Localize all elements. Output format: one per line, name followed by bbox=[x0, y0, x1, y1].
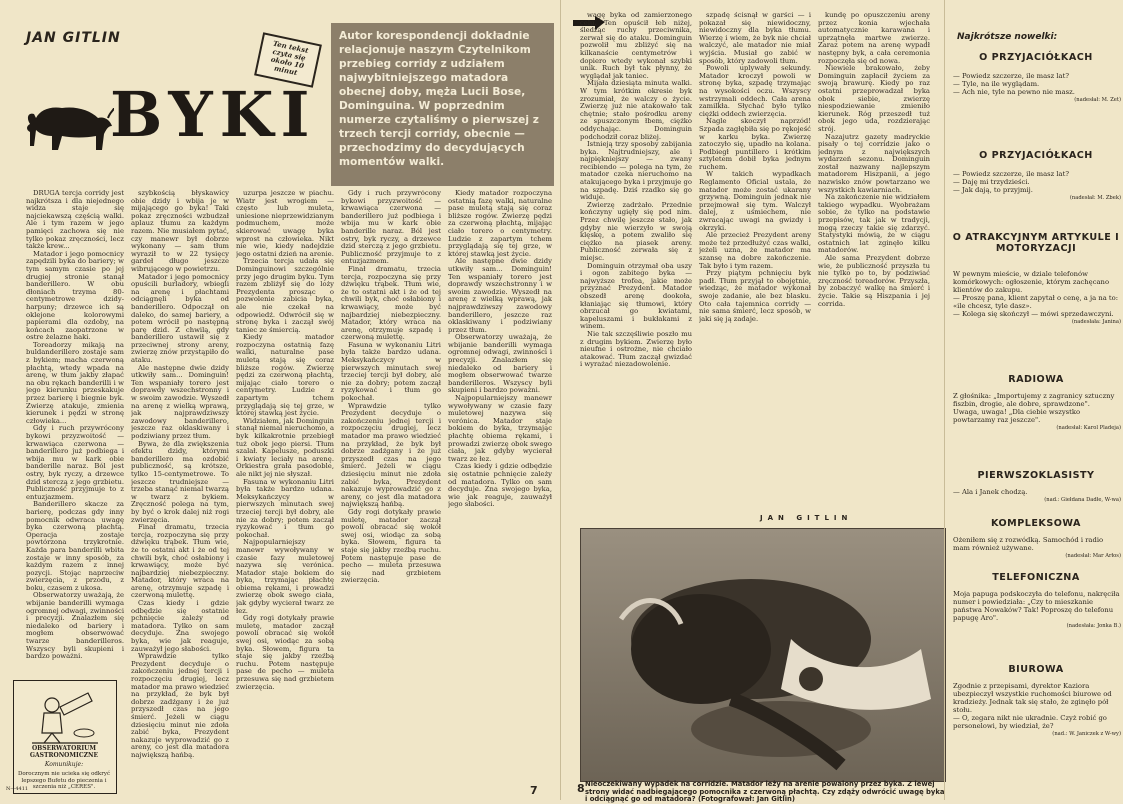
paragraph: szybkością błyskawicy obie dzidy i wbija je w mijającego go byka! Taki pokaz zręczności wzbudzał aplauz tłumu za każdym razem. Nie musiałem pytać, czy manewr był dobrze wykonany — sam tłum wyraził to w 22 tysięcy gardeł długo jeszcze wibrującego w powietrzu. bbox=[131, 190, 229, 273]
section-title: PIERWSZOKLASISTY bbox=[977, 470, 1095, 481]
source-credit: (nadesłał: Karol Pladeja) bbox=[1056, 425, 1121, 431]
section-title: O ATRAKCYJNYM ARTYKULE I MOTORYZACJI bbox=[952, 232, 1120, 254]
left-col-1 bbox=[26, 190, 124, 680]
section-title: TELEFONICZNA bbox=[992, 572, 1080, 583]
telescope-observer-icon bbox=[22, 685, 108, 745]
paragraph: Nazajutrz gazety madryckie pisały o tej corridzie jako o jednym z największych wydarzeń sezonu. Dominguin został nazwany najlepszym matadorem Hiszpanii, a jego nazwisko znów powtarzano we wszystkich kawiarniach. bbox=[818, 132, 930, 194]
paragraph: Widziałem, jak Dominguin stanął niemal nieruchomo, a byk kilkakrotnie przebiegł tuż obok jego piersi. Tłum szalał. Kapelusze, poduszki i kwiaty leciały na arenę. Orkiestra grała pasodoble, ale nikt jej nie słyszał. bbox=[236, 416, 334, 478]
paragraph: Gdy i ruch przywrócony bykowi przyzwoitość — krwawiąca czerwona — banderillero już podbiega i wbija mu w kark obie banderille naraz. Ból jest ostry, byk ryczy, a drzewce dzid sterczą z jego grzbietu. Publiczność przyjmuje to z entuzjazmem. bbox=[341, 190, 441, 266]
gastronomic-ad bbox=[13, 680, 117, 794]
ad-subtitle: Komunikuje: bbox=[44, 761, 84, 768]
paragraph: Matador i jego pomocnicy opuścili burladory, wbiegli na arenę i płachtami odciągnęli byka od banderillero. Odpoczął on daleko, do samej bariery, a potem wrócił po następną parę dzid. Z chwilą, gdy banderillero ustawił się z przeciwnej strony areny, zwierzę znów przystąpiło do ataku. bbox=[131, 272, 229, 365]
dialog-line: — Ach nie, tyle na pewno nie masz. bbox=[953, 88, 1075, 96]
paragraph: Najpopularniejszy manewr wywoływany w czasie fazy muletowej nazywa się verónica. Matador staje bokiem do byka, trzymając płachtę obiema rękami, i prowadzi zwierzę obok swego ciała, jak gdyby wycierał twarz ze łez. bbox=[236, 538, 334, 615]
section-title: KOMPLEKSOWA bbox=[991, 518, 1081, 529]
paragraph: Dominguin otrzymał oba uszy i ogon zabitego byka — najwyższe trofea, jakie może przyznać Prezydent. Matador obszedł arenę dookoła, kłaniając się tłumowi, który obrzucał go kwiatami, kapeluszami i bukłakami z winem. bbox=[580, 261, 692, 331]
paragraph: Fasuna w wykonaniu Litri była także bardzo udana. Meksykańczycy w pierwszych minutach swej trzeciej tercji był dobry, ale nie za dobry; potem zaczął ryzykować i tłum go pokochał. bbox=[236, 477, 334, 539]
paragraph: Istnieją trzy sposoby zabijania byka. Najtrudniejszy, ale i najpiękniejszy — zwany recibiendo — polega na tym, że matador czeka nieruchomo na atakującego byka i przyjmuje go na szpadę. Dziś rzadko się go widuje. bbox=[580, 140, 692, 202]
section-title: RADIOWA bbox=[1008, 374, 1064, 385]
author-signature: JAN GITLIN bbox=[760, 514, 853, 522]
page-number-left: 7 bbox=[530, 784, 538, 797]
section-title: O PRZYJACIÓŁKACH bbox=[979, 52, 1093, 63]
paragraph: Fasuna w wykonaniu Litri była także bardzo udana. Meksykańczycy w pierwszych minutach swej trzeciej tercji był dobry, ale nie za dobry; potem zaczął ryzykować i tłum go pokochał. bbox=[341, 340, 441, 403]
right-col-3 bbox=[818, 12, 930, 512]
paragraph: Wprawdzie tylko Prezydent decyduje o zakończeniu jednej tercji i rozpoczęciu drugiej, lecz matador ma prawo wiedzieć na przykład, że byk był dobrze zadźgany i że już przyszedł czas na jego śmierć. Jeżeli w ciągu dziesięciu minut nie zdoła zabić byka, Prezydent nakazuje wyprowadzić go z areny, co jest dla matadora największą hańbą. bbox=[131, 652, 229, 759]
dialog-line: — Powiedz szczerze, ile masz lat? bbox=[953, 72, 1069, 80]
source-credit: (nad.: Giełdana Dadłe, W-wa) bbox=[1044, 497, 1121, 503]
source-credit: (nad.: W. Janiczek z W-wy) bbox=[1052, 731, 1121, 737]
section-body bbox=[953, 488, 1121, 504]
source-credit: (nadesłał: Mar Arłos) bbox=[1065, 553, 1121, 559]
dialog-line: — Powiedz szczerze, ile masz lat? bbox=[953, 170, 1069, 178]
dialog-line: Ożeniłem się z rozwódką. Samochód i radio mam również używane. bbox=[953, 536, 1104, 552]
paragraph: Przy piątym pchnięciu byk padł. Tłum przyjął to obojętnie, wiedząc, że matador wykonał swoje zadanie, ale bez blasku. Oto cała tajemnica corridy — nie sama śmierć, lecz sposób, w jaki się ją zadaje. bbox=[699, 269, 811, 323]
paragraph: Finał dramatu, trzecia tercja, rozpoczyna się przy dźwięku trąbek. Tłum wie, że to ostatni akt i że od tej chwili byk, choć osłabiony i krwawiący, może być najbardziej niebezpieczny. Matador, który wraca na arenę, otrzymuje szpadę i czerwoną mulettę. bbox=[341, 264, 441, 342]
paragraph: Toreadorzy mikają na buldanderillero zostaje sam z bykiem; macha czerwoną płachtą, wtedy wpada na arenę, w tłum jakby złapać na obu rękach banderilli i w jego kierunku przeskakuje przez barierę i biegnie byk. Zwierzę atakuje, zmienia kierunek i pędzi w stronę człowieka... bbox=[26, 340, 124, 425]
dialog-line: — Daję mi trzydzieści. bbox=[953, 178, 1030, 186]
dialog-line: Z głośnika: „Importujemy z zagranicy sztuczny fiszbin, drogie, ale dobre, sprawdzone". bbox=[953, 392, 1115, 408]
section-body bbox=[953, 392, 1121, 432]
paragraph: Nie tak szczęśliwie poszło mu z drugim bykiem. Zwierzę było nieufne i ostrożne, nie chciało atakować. Tłum zaczął gwizdać i wyrażać niezadowolenie. bbox=[580, 329, 692, 369]
dialog-line: — Kolega się skończył — mówi sprzedawczyni. bbox=[953, 310, 1114, 318]
paragraph: Obserwatorzy uważają, że wbijanie banderilli wymaga ogromnej odwagi, zwinności i precyzji. Znalazłem się niedaleko od bariery i mogłem obserwować twarze banderilleros. Wszyscy byli skupieni i bardzo poważni. bbox=[448, 333, 552, 395]
left-col-4 bbox=[341, 190, 441, 790]
paragraph: Finał dramatu, trzecia tercja, rozpoczyna się przy dźwięku trąbek. Tłum wie, że to ostatni akt i że od tej chwili byk, choć osłabiony i krwawiący, może być najbardziej niebezpieczny. Matador, który wraca na arenę, otrzymuje szpadę i czerwoną mulettę. bbox=[131, 523, 229, 600]
bullfight-photo-image bbox=[581, 529, 945, 781]
paragraph: Mijała dziesiąta minuta walki. W tym krótkim okresie byk zrozumiał, że walczy o życie. Zwierzę już nie atakowało tak chętnie; stało pośrodku areny ze spuszczonym łbem, ciężko oddychając. Dominguin podchodził coraz bliżej. bbox=[580, 79, 692, 141]
dialog-line: W pewnym mieście, w dziale telefonów komórkowych: ogłoszenie, którym zachęcano klientów do zakupu. bbox=[953, 270, 1110, 294]
print-code: N—4411 bbox=[6, 786, 29, 792]
section-body bbox=[953, 590, 1121, 630]
source-credit: (nadesłał: M. Zet) bbox=[1074, 97, 1121, 103]
article-title: BYKI bbox=[110, 78, 317, 151]
dialog-line: Uwaga, uwaga! „Dla ciebie wszystko powtarzamy raz jeszcze". bbox=[953, 408, 1081, 424]
paragraph: Gdy rogi dotykały prawie muletę, matador zaczął powoli obracać się wokół swej osi, wiodąc za sobą byka. Słowem, figura ta staje się jakby rzeźbą ruchu. Potem następuje pase de pecho — muleta przesuwa się nad grzbietem zwierzęcia. bbox=[341, 507, 441, 585]
section-body bbox=[953, 72, 1121, 104]
paragraph: Niewiele brakowało, żeby Dominguin zapłacił życiem za swoją brawurę. Kiedy po raz ostatni przeprowadzał byka obok siebie, zwierzę niespodziewanie zmieniło kierunek. Róg przeszedł tuż obok jego uda, rozdzierając strój. bbox=[818, 64, 930, 133]
dialog-line: — O, zegara nikt nie ukradnie. Czyż robić go personelowi, by wiedział, że? bbox=[953, 714, 1107, 730]
paragraph: Banderillero skacze za barierę, podczas gdy inny pomocnik odwraca uwagę byka czerwoną płachtą. Operacja zostaje powtórzona trzykrotnie. Każda para banderilli wbita zostaje w inny sposób, za każdym razem z innej pozycji. Stojąc naprzeciw zwierzęcia, z przodu, z boku, czasem z ukosa. bbox=[26, 500, 124, 592]
paragraph: Kiedy matador rozpoczyna ostatnią fazę walki, naturalne pase muletą stają się coraz bliższe rogów. Zwierzę pędzi za czerwoną płachtą, mijając ciało torero o centymetry. Ludzie z zapartym tchem przyglądają się tej grze, w której stawką jest życie. bbox=[236, 333, 334, 418]
paragraph: Ale następne dwie dzidy utkwiły sam... Dominguin! Ten wspaniały torero jest doprawdy wszechstronny i w swoim zawodzie. Wyszedł na arenę z wielką wprawą, jak najprawdziwszy zawodowy banderillero, jeszcze raz oklaskiwany i podziwiany przez tłum. bbox=[448, 257, 552, 334]
reading-time-stamp: Ten tekst czyta się około 10 minut bbox=[254, 32, 322, 88]
left-col-3 bbox=[236, 190, 334, 790]
bullfight-photo bbox=[580, 528, 946, 782]
section-title: BIUROWA bbox=[1008, 664, 1064, 675]
left-page bbox=[0, 0, 561, 800]
paragraph: Bywa, że dla zwiększenia efektu dzidy, którymi banderillero ma ozdobić publiczność, są krótsze, tylko 15-centymetrowe. To jeszcze trudniejsze — trzeba stanąć niemal twarzą w twarz z bykiem. Zręczność polega na tym, by być o krok dalej niż rogi zwierzęcia. bbox=[131, 439, 229, 524]
page-number-right: 8 bbox=[577, 782, 585, 795]
paragraph: Zwierzę zadrżało. Przednie kończyny ugięły się pod nim. Przez chwilę jeszcze stało, jak gdyby nie wierzyło w swoją klęskę, a potem zwaliło się ciężko na piasek areny. Publiczność zerwała się z miejsc. bbox=[580, 200, 692, 262]
paragraph: wagę byka od zamierzonego celu. Ten opuścił łeb niżej, śledząc ruchy przeciwnika, zerwał się do ataku. Dominguin pozwolił mu zbliżyć się na kilkanaście centymetrów i dopiero wtedy wykonał szybki unik. Ruch był tak płynny, że wyglądał jak taniec. bbox=[580, 12, 692, 80]
source-credit: (nadesłała: Janina) bbox=[1071, 319, 1121, 325]
dialog-line: Moja papuga podskoczyła do telefonu, nakręciła numer i powiedziała: „Czy to mieszkanie państwa Nowaków? Tak! Poproszę do telefonu papugę Aro". bbox=[953, 590, 1120, 622]
section-body bbox=[953, 536, 1121, 560]
paragraph: kundę po opuszczeniu areny przez konia wjechała automatycznie karawana i uprzątnęła martwe zwierzę. Zaraz potem na arenę wypadł następny byk, a cała ceremonia rozpoczęła się od nowa. bbox=[818, 12, 930, 65]
short-stories-sidebar bbox=[944, 0, 1123, 800]
paragraph: W takich wypadkach Reglamento Oficial ustala, że matador może zostać ukarany grzywną. Dominguin jednak nie przejmował się tym. Walczył dalej, z uśmiechem, nie zwracając uwagi na gwizdy i okrzyki. bbox=[699, 170, 811, 232]
source-credit: (nadesłał: M. Zbek) bbox=[1069, 195, 1121, 201]
paragraph: Najpopularniejszy manewr wywoływany w czasie fazy muletowej nazywa się verónica. Matador staje bokiem do byka, trzymając płachtę obiema rękami, i prowadzi zwierzę obok swego ciała, jak gdyby wycierał twarz ze łez. bbox=[448, 394, 552, 463]
paragraph: Nagle skoczył naprzód! Szpada zagłębiła się po rękojeść w karku byka. Zwierzę zatoczyło się, upadło na kolana. Podbiegł puntillero i krótkim sztyletem dobił byka jednym ruchem. bbox=[699, 117, 811, 171]
section-title: O PRZYJACIÓŁKACH bbox=[979, 150, 1093, 161]
section-body bbox=[953, 270, 1121, 326]
author-name: JAN GITLIN bbox=[26, 30, 121, 46]
dialog-line: — Jak dają, to przyjmij. bbox=[953, 186, 1033, 194]
paragraph: Na zakończenie nie widziałem takiego wypadku. Wyobrażam sobie, że tylko na podstawie przepisów, tak jak w tradycji, mogą rzeczy takie się zdarzyć. Statystyki mówią, że w ciągu ostatnich lat zginęło kilku matadorów. bbox=[818, 193, 930, 255]
dialog-line: Zgodnie z przepisami, dyrektor Kaziora ubezpieczył wszystkie ruchomości biurowe od kradzieży. Jednak tak się stało, że zginęło pół stołu. bbox=[953, 682, 1112, 714]
paragraph: Czas kiedy i gdzie odbędzie się ostatnie pchnięcie zależy od matadora. Tylko on sam decyduje. Zna swojego byka, wie jak reaguje, zauważył jego słabości. bbox=[448, 462, 552, 509]
section-body bbox=[953, 682, 1121, 738]
left-col-2 bbox=[131, 190, 229, 790]
paragraph: szpadę ścisnął w garści — i pokazał się niewidoczny, niewidoczny dla byka tłumu. Wierzę i wiem, że byk nie chciał walczyć, ale matador nie miał wyjścia. Musiał go zabić w sposób, który zadowoli tłum. bbox=[699, 12, 811, 65]
lead-paragraph: Autor korespondencji dokładnie relacjonuje naszym Czytelnikom przebieg corridy z udziałem najwybitniejszego matadora obecnej doby, męża Lucii Bose, Dominguina. W poprzednim numerze czytaliśmy o pierwszej z trzech tercji corridy, obecnie — przechodzimy do decydujących momentów walki. bbox=[331, 23, 554, 186]
left-col-5 bbox=[448, 190, 552, 790]
paragraph: Ale następne dwie dzidy utkwiły sam... Dominguin! Ten wspaniały torero jest doprawdy wszechstronny i w swoim zawodzie. Wyszedł na arenę z wielką wprawą, jak najprawdziwszy zawodowy banderillero, jeszcze raz oklaskiwany i podziwiany przez tłum. bbox=[131, 363, 229, 440]
dialog-line: — Proszę pana, klient zapytał o cenę, a ja na to: «ile chcesz, tyle dasz». bbox=[953, 294, 1119, 310]
dialog-line: — Ala i Janek chodzą. bbox=[953, 488, 1028, 496]
photo-caption: Nieoczekiwany wypadek na corridzie. Matador leży na arenie powalony przez byka. Z lewej strony widać nadbiegającego pomocnika z czerwoną płachtą. Czy zdąży odwrócić uwagę byka i odciągnąć go od matadora? (Fotografował: Jan Gitlin) bbox=[585, 780, 945, 804]
ad-text: Dorocznym nie ucieka się odkryć lepszego Bufetu do pieczenia i szczenia niż „CERES". bbox=[17, 771, 111, 790]
paragraph: Kiedy matador rozpoczyna ostatnią fazę walki, naturalne pase muletą stają się coraz bliższe rogów. Zwierzę pędzi za czerwoną płachtą, mijając ciało torero o centymetry. Ludzie z zapartym tchem przyglądają się tej grze, w której stawką jest życie. bbox=[448, 190, 552, 258]
paragraph: Gdy i ruch przywrócony bykowi przyzwoitość — krwawiąca czerwona — banderillero już podbiega i wbija mu w kark obie banderille naraz. Ból jest ostry, byk ryczy, a drzewce dzid sterczą z jego grzbietu. Publiczność przyjmuje to z entuzjazmem. bbox=[26, 424, 124, 501]
paragraph: Wprawdzie tylko Prezydent decyduje o zakończeniu jednej tercji i rozpoczęciu drugiej, lecz matador ma prawo wiedzieć na przykład, że byk był dobrze zadźgany i że już przyszedł czas na jego śmierć. Jeżeli w ciągu dziesięciu minut nie zdoła zabić byka, Prezydent nakazuje wyprowadzić go z areny, co jest dla matadora największą hańbą. bbox=[341, 401, 441, 509]
dialog-line: — Tyle, na ile wyglądam. bbox=[953, 80, 1040, 88]
paragraph: Powoli uplywały sekundy. Matador kroczył powoli w stronę byka, szpadę trzymając na wysokości oczu. Wszyscy wstrzymali oddech. Cała arena zamilkła. Słychać było tylko ciężki oddech zwierzęcia. bbox=[699, 64, 811, 118]
paragraph: Ale przecież Prezydent areny może też przedłużyć czas walki, jeżeli uzna, że matador ma szansę na dobre zakończenie. Tak było i tym razem. bbox=[699, 231, 811, 270]
paragraph: DRUGA tercja corridy jest najkrótsza i dla niejednego widza staje się najciekawszą częścią walki. Ale i tym razem w jego pamięci zachowa się nie tylko pokaz zręczności, lecz także krew... bbox=[26, 190, 124, 251]
paragraph: Gdy rogi dotykały prawie muletę, matador zaczął powoli obracać się wokół swej osi, wiodąc za sobą byka. Słowem, figura ta staje się jakby rzeźbą ruchu. Potem następuje pase de pecho — muleta przesuwa się nad grzbietem zwierzęcia. bbox=[236, 614, 334, 691]
paragraph: Matador i jego pomocnicy zapędzili byka do bariery; w tym samym czasie po jej drugiej stronie stanął banderillero. W obu dłoniach trzyma 80-centymetrowe dzidy-harpuny; drzewce ich są oklejone kolorowymi papierami dla ozdoby, na końcach zaopatrzone w ostre żelazne haki. bbox=[26, 249, 124, 342]
right-col-2 bbox=[699, 12, 811, 512]
section-body bbox=[953, 170, 1121, 202]
right-col-1 bbox=[580, 12, 692, 512]
paragraph: uzurpa jeszcze w piachu. Wiatr jest wrogiem — często lub muleta, uniesione nieprzewidzianym podmuchem, może skierować uwagę byka wprost na człowieka. Nikt nie wie, kiedy nadejdzie jego ostatni dzień na arenie. bbox=[236, 190, 334, 258]
paragraph: Ale sama Prezydent dobrze wie, że publiczność przyszła tu nie tylko po to, by podziwiać zręczność toreadorów. Przyszła, by zobaczyć walkę na śmierć i życie. Takie są Hiszpania i jej corrida. bbox=[818, 254, 930, 308]
ad-title: OBSERWATORIUM GASTRONOMICZNE bbox=[29, 745, 99, 759]
paragraph: Obserwatorzy uważają, że wbijanie banderilli wymaga ogromnej odwagi, zwinności i precyzji. Znalazłem się niedaleko od bariery i mogłem obserwować twarze banderilleros. Wszyscy byli skupieni i bardzo poważni. bbox=[26, 591, 124, 661]
bull-silhouette-icon bbox=[24, 96, 114, 158]
paragraph: Czas kiedy i gdzie odbędzie się ostatnie pchnięcie zależy od matadora. Tylko on sam decyduje. Zna swojego byka, wie jak reaguje, zauważył jego słabości. bbox=[131, 599, 229, 653]
paragraph: Trzecia tercja udała się Dominguinowi szczególnie przy jego drugim byku. Tym razem zbliżył się do loży Prezydenta prosząc o pozwolenie zabicia byka, ale nie czekał na odpowiedź. Odwrócił się w stronę byka i zaczął swój taniec ze śmiercią. bbox=[236, 257, 334, 334]
sidebar-header: Najkrótsze nowelki: bbox=[957, 32, 1058, 42]
source-credit: (nadesłała: Jonka B.) bbox=[1066, 623, 1121, 629]
